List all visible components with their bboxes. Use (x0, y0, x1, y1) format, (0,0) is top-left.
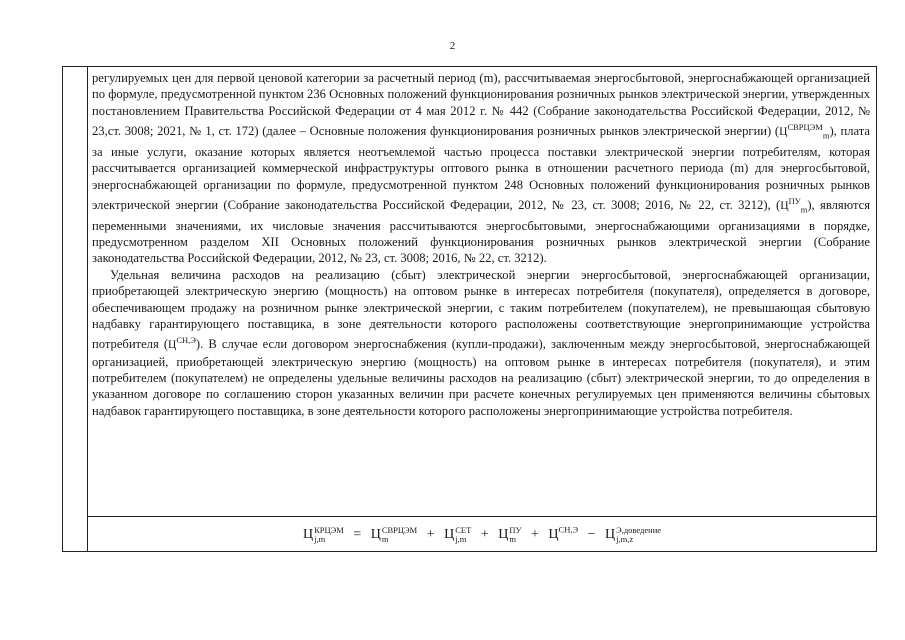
paragraph-2-text-b: ). В случае если договором энергоснабжения (купли-продажи), заключенным между энергосбытовой, энергоснабжающей организацией, приобретающей электрическую энергию (мощность) на оптовом рынке в интересах потребителя (покупателя), и этим потребителем (покупателем) не определены удельные величины расходов на реализацию (сбыт) электрической энергии, то до определения в указанном договоре по соглашению сторон указанных величин при расчете конечных регулируемых цен применяются величины сбытовых надбавок гарантирующего поставщика, в зоне деятельности которого расположены энергопринимающие устройства потребителя. (92, 337, 870, 418)
symbol-c-pu: $Ц^{ПУ}_m$ (780, 195, 808, 215)
formula-term-3: Ц ПУ m (498, 524, 522, 544)
page-number: 2 (449, 40, 456, 52)
paragraph-1-text-a: регулируемых цен для первой ценовой категории за расчетный период (m), рассчитываемая энергосбытовой, энергоснабжающей организацией по формуле, предусмотренной пунктом 236 Основных положений функционирования розничных рынков электрической энергии, утвержденных постановлением Правительства Российской Федерации от 4 мая 2012 г. № 442 (Собрание законодательства Российской Федерации, 2012, № 23,ст. 3008; 2021, № 1, ст. 172) (далее – Основные положения функционирования розничных рынков электрической энергии) ( (92, 71, 870, 139)
minus-sign: − (587, 526, 596, 542)
paragraph-1-text-b: ), плата за иные услуги, оказание которых является неотъемлемой частью процесса поставки электрической энергии потребителям, которая рассчитывается организацией коммерческой инфраструктуры оптового рынка в отношении расчетного периода (m) для энергосбытовой, энергоснабжающей организации по формуле, предусмотренной пунктом 248 Основных положений функционирования розничных рынков электрической энергии (Собрание законодательства Российской Федерации, 2012, № 23, ст. 3008; 2016, № 22, ст. 3212), ( (92, 124, 870, 212)
formula-term-2: Ц СЕТ j,m (444, 524, 472, 544)
paragraph-2 (92, 267, 870, 419)
formula-lhs: Ц КРЦЭМ j,m (302, 524, 344, 544)
document-table (62, 66, 877, 552)
symbol-c-sne: $Ц^{СН,Э}$ (168, 335, 196, 352)
formula (303, 524, 661, 543)
formula-term-1: Ц СВРЦЭМ m (370, 524, 418, 544)
formula-term-5: Ц Э,доведение j,m,z (605, 524, 662, 544)
plus-sign: + (531, 526, 539, 542)
paragraph-1 (92, 70, 870, 267)
symbol-c-svrcem: $Ц^{СВРЦЭМ}_m$ (779, 122, 830, 141)
table-right-column (88, 67, 876, 551)
plus-sign: + (426, 526, 435, 542)
table-left-column (63, 67, 88, 551)
paragraph-2-text-a: Удельная величина расходов на реализацию (сбыт) электрической энергии энергосбытовой, энергоснабжающей организации, приобретающей электрическую энергию (мощность) на оптовом рынке в интересах потребителя (покупателя), определяется в договоре, обеспечивающем продажу на розничном рынке электрической энергии, с таким потребителем (покупателем), не превышающая сбытовую надбавку гарантирующего поставщика, в зоне деятельности которого расположены соответствующие энергопринимающие устройства потребителя ( (92, 267, 870, 352)
equals-sign: = (353, 526, 362, 542)
formula-term-4: $Ц^{СН,Э}$ (548, 524, 579, 542)
plus-sign: + (480, 526, 489, 542)
paragraph-1-text-c: ), являются переменными значениями, их числовые значения рассчитываются энергосбытовыми, энергоснабжающими организациями в порядке, предусмотренном разделом XII Основных положений функционирования розничных рынков электрической энергии (Собрание законодательства Российской Федерации, 2012, № 23, ст. 3008; 2016, № 22, ст. 3212). (92, 197, 870, 266)
text-block (92, 70, 870, 419)
formula-row (88, 516, 876, 551)
